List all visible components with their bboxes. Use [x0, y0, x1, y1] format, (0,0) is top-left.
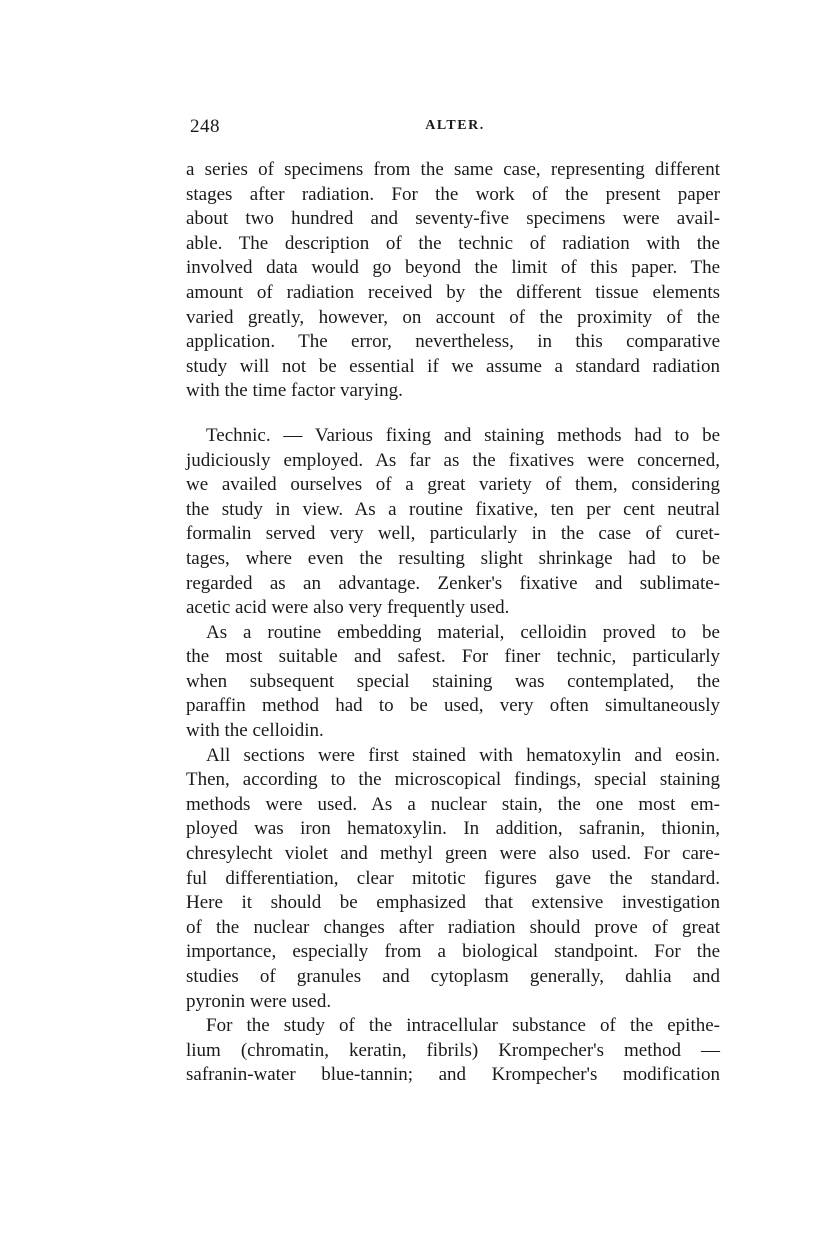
text-line: As a routine embedding material, celloidin proved to be — [206, 621, 720, 643]
text-line: pyronin were used. — [186, 990, 332, 1012]
text-line: we availed ourselves of a great variety of them, considering — [186, 474, 720, 496]
text-line: about two hundred and seventy-five specimens were avail- — [186, 208, 720, 230]
text-line: Technic. — Various fixing and staining methods had to be — [206, 424, 720, 446]
paragraph — [186, 1014, 720, 1088]
text-line: methods were used. As a nuclear stain, the one most em- — [186, 793, 720, 815]
text-line: judiciously employed. As far as the fixatives were concerned, — [186, 449, 720, 471]
text-line: ful differentiation, clear mitotic figures gave the standard. — [186, 867, 720, 889]
text-line: chresylecht violet and methyl green were also used. For care- — [186, 843, 720, 865]
paragraph — [186, 158, 720, 404]
text-line: the study in view. As a routine fixative, ten per cent neutral — [186, 498, 720, 520]
text-line: tages, where even the resulting slight shrinkage had to be — [186, 547, 720, 569]
text-line: importance, especially from a biological standpoint. For the — [186, 941, 720, 963]
text-line: All sections were first stained with hematoxylin and eosin. — [206, 744, 720, 766]
text-line: involved data would go beyond the limit of this paper. The — [186, 257, 720, 279]
text-line: ployed was iron hematoxylin. In addition, safranin, thionin, — [186, 818, 720, 840]
running-title: ALTER. — [425, 118, 485, 133]
text-line: the most suitable and safest. For finer technic, particularly — [186, 646, 720, 668]
text-line: amount of radiation received by the different tissue elements — [186, 281, 720, 303]
text-line: formalin served very well, particularly in the case of curet- — [186, 523, 720, 545]
text-line: able. The description of the technic of radiation with the — [186, 232, 720, 254]
text-line: regarded as an advantage. Zenker's fixative and sublimate- — [186, 572, 720, 594]
running-head — [190, 116, 720, 142]
text-line: studies of granules and cytoplasm generally, dahlia and — [186, 966, 720, 987]
text-line: stages after radiation. For the work of the present paper — [186, 183, 720, 205]
text-line: varied greatly, however, on account of the proximity of the — [186, 306, 720, 328]
body-text — [186, 158, 720, 1088]
text-line: lium (chromatin, keratin, fibrils) Krompecher's method — — [186, 1039, 720, 1061]
text-line: For the study of the intracellular substance of the epithe- — [206, 1015, 720, 1037]
page-number: 248 — [190, 116, 220, 137]
text-line: with the time factor varying. — [186, 380, 403, 402]
text-line: acetic acid were also very frequently used. — [186, 597, 510, 619]
section-gap — [186, 404, 720, 424]
text-line: when subsequent special staining was contemplated, the — [186, 670, 720, 692]
text-line: a series of specimens from the same case, representing different — [186, 159, 720, 180]
text-line: Then, according to the microscopical findings, special staining — [186, 769, 720, 791]
text-line: application. The error, nevertheless, in this comparative — [186, 331, 720, 353]
text-line: of the nuclear changes after radiation should prove of great — [186, 916, 720, 938]
text-line: with the celloidin. — [186, 720, 324, 742]
text-line: study will not be essential if we assume a standard radiation — [186, 355, 720, 377]
paragraph — [186, 424, 720, 621]
text-line: safranin-water blue-tannin; and Krompecher's modification — [186, 1064, 720, 1086]
paragraph — [186, 744, 720, 1015]
text-line: paraffin method had to be used, very often simultaneously — [186, 695, 720, 717]
text-line: Here it should be emphasized that extensive investigation — [186, 892, 720, 914]
paragraph — [186, 621, 720, 744]
